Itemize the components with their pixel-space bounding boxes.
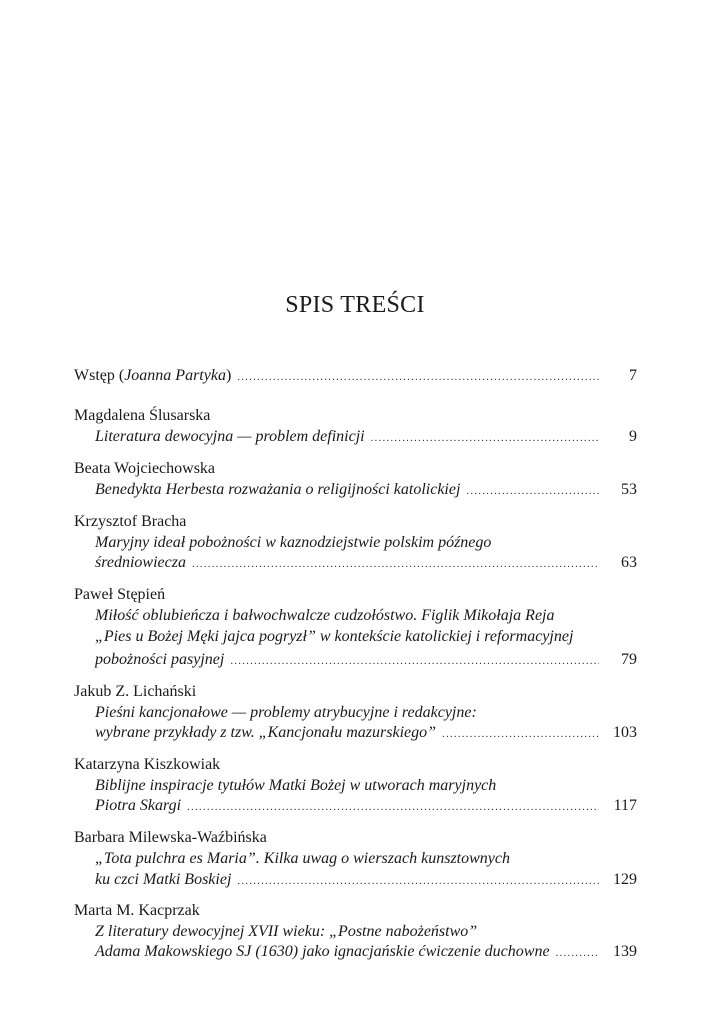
page-number: 9	[629, 428, 637, 445]
toc-intro[interactable]	[74, 365, 637, 387]
toc-entry-title[interactable]: Piotra Skargi ..... 117	[95, 795, 637, 817]
page-number: 117	[613, 797, 637, 814]
leader-dots	[466, 480, 599, 502]
toc-entry-title-line: Biblijne inspiracje tytułów Matki Bożej w utworach maryjnych	[95, 777, 497, 794]
toc-entry-title-line: Miłość oblubieńcza i bałwochwalcze cudzołóstwo. Figlik Mikołaja Reja	[95, 607, 555, 624]
toc-author: Katarzyna Kiszkowiak	[74, 756, 221, 773]
toc-author: Krzysztof Bracha	[74, 513, 187, 530]
page-number: 63	[621, 554, 637, 571]
toc-entry-title-line: Maryjny ideał pobożności w kaznodziejstwie polskim późnego	[95, 534, 492, 551]
toc-entry-title-line: Z literatury dewocyjnej XVII wieku: „Postne nabożeństwo”	[95, 923, 478, 940]
toc-author: Magdalena Ślusarska	[74, 407, 211, 424]
page-number: 129	[613, 871, 637, 888]
toc-author: Barbara Milewska-Waźbińska	[74, 829, 267, 846]
toc-author: Jakub Z. Lichański	[74, 683, 197, 700]
leader-dots	[230, 650, 599, 672]
toc-entry-title-line: „Pies u Bożej Męki jajca pogryzł” w kontekście katolickiej i reformacyjnej	[95, 628, 574, 645]
toc-entry-title[interactable]: pobożności pasyjnej ..... 79	[95, 649, 637, 671]
page-number: 53	[621, 481, 637, 498]
toc-entry-title-line: Pieśni kancjonałowe — problemy atrybucyjne i redakcyjne:	[95, 704, 477, 721]
toc-entry-title[interactable]: średniowiecza ..... 63	[95, 552, 637, 574]
toc-entry-title[interactable]: Literatura dewocyjna — problem definicji ..... 9	[95, 426, 637, 448]
page-number: 79	[621, 651, 637, 668]
leader-dots	[442, 723, 599, 745]
leader-dots	[192, 553, 599, 575]
leader-dots	[237, 366, 599, 388]
toc-author: Beata Wojciechowska	[74, 460, 216, 477]
page-number: 103	[613, 724, 637, 741]
toc-entry-title-line: „Tota pulchra es Maria”. Kilka uwag o wierszach kunsztownych	[95, 850, 510, 867]
toc-entry-title[interactable]: wybrane przykłady z tzw. „Kancjonału mazurskiego” ..... 103	[95, 722, 637, 744]
toc-author: Marta M. Kacprzak	[74, 902, 200, 919]
page-number: 139	[613, 943, 637, 960]
page-title: SPIS TREŚCI	[285, 292, 425, 318]
leader-dots	[556, 942, 599, 964]
leader-dots	[237, 870, 599, 892]
leader-dots	[371, 427, 599, 449]
leader-dots	[187, 796, 599, 818]
toc-entry-title[interactable]: Benedykta Herbesta rozważania o religijności katolickiej ..... 53	[95, 479, 637, 501]
toc-entry-title[interactable]: ku czci Matki Boskiej ..... 129	[95, 869, 637, 891]
page-number: 7	[629, 367, 637, 384]
toc-intro-label: Wstęp (Joanna Partyka)	[74, 367, 232, 384]
toc-entry-title[interactable]: Adama Makowskiego SJ (1630) jako ignacjańskie ćwiczenie duchowne ..... 139	[95, 941, 637, 963]
toc-author: Paweł Stępień	[74, 586, 166, 603]
